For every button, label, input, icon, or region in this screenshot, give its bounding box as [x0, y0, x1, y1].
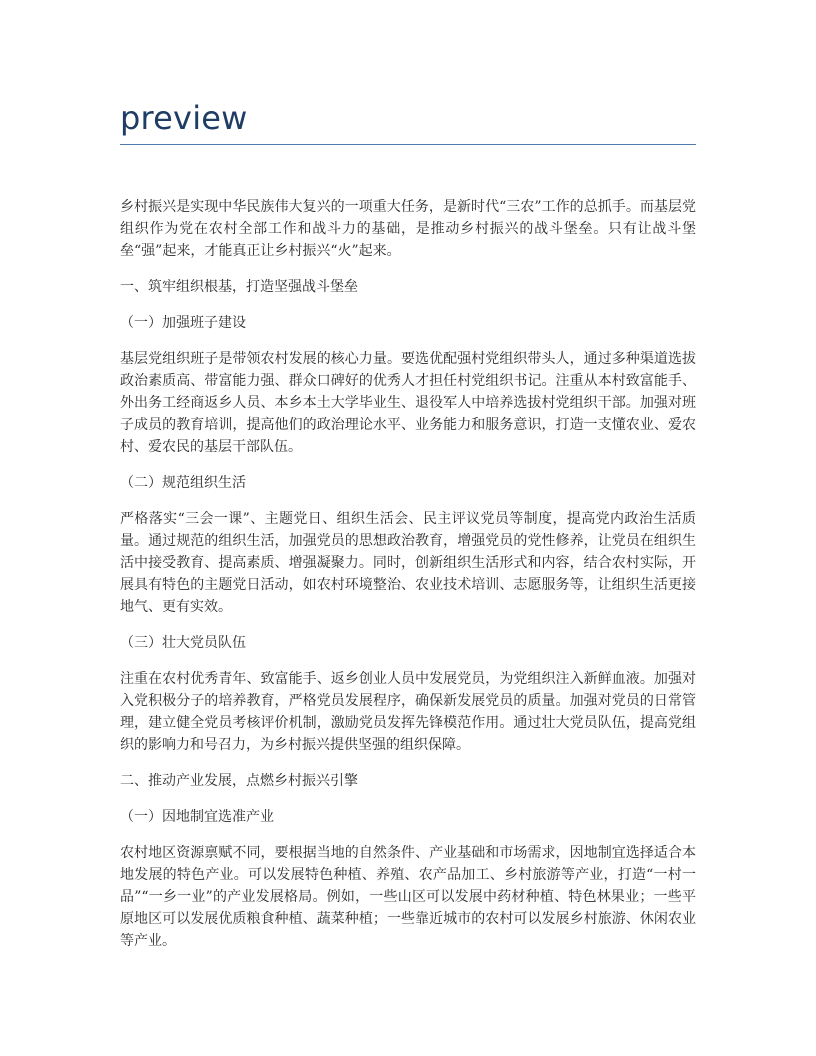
subsection-heading-1-2: （二）规范组织生活 — [120, 475, 246, 491]
paragraph-1-3: 注重在农村优秀青年、致富能手、返乡创业人员中发展党员，为党组织注入新鲜血液。加强对入党积极分子的培养教育，严格党员发展程序，确保新发展党员的质量。加强对党员的日常管理，建立健全党员考核评价机制，激励党员发挥先锋模范作用。通过壮大党员队伍，提高党组织的影响力和号召力，为乡村振兴提供坚强的组织保障。 — [120, 671, 696, 753]
paragraph-2-1: 农村地区资源禀赋不同，要根据当地的自然条件、产业基础和市场需求，因地制宜选择适合本地发展的特色产业。可以发展特色种植、养殖、农产品加工、乡村旅游等产业，打造“一村一品”“一乡一业”的产业发展格局。例如，一些山区可以发展中药材种植、特色林果业；一些平原地区可以发展优质粮食种植、蔬菜种植；一些靠近城市的农村可以发展乡村旅游、休闲农业等产业。 — [120, 845, 696, 949]
section-heading-2: 二、推动产业发展，点燃乡村振兴引擎 — [120, 773, 358, 789]
section-heading-1: 一、筑牢组织根基，打造坚强战斗堡垒 — [120, 279, 358, 295]
subsection-heading-1-1: （一）加强班子建设 — [120, 315, 246, 331]
intro-paragraph: 乡村振兴是实现中华民族伟大复兴的一项重大任务，是新时代“三农”工作的总抓手。而基层党组织作为党在农村全部工作和战斗力的基础，是推动乡村振兴的战斗堡垒。只有让战斗堡垒“强”起来，才能真正让乡村振兴“火”起来。 — [120, 199, 696, 259]
paragraph-1-2: 严格落实“三会一课”、主题党日、组织生活会、民主评议党员等制度，提高党内政治生活质量。通过规范的组织生活，加强党员的思想政治教育，增强党员的党性修养，让党员在组织生活中接受教育、提高素质、增强凝聚力。同时，创新组织生活形式和内容，结合农村实际，开展具有特色的主题党日活动，如农村环境整治、农业技术培训、志愿服务等，让组织生活更接地气、更有实效。 — [120, 511, 696, 615]
page-title: preview — [120, 99, 248, 137]
paragraph-1-1: 基层党组织班子是带领农村发展的核心力量。要选优配强村党组织带头人，通过多种渠道选拔政治素质高、带富能力强、群众口碑好的优秀人才担任村党组织书记。注重从本村致富能手、外出务工经商返乡人员、本乡本土大学毕业生、退役军人中培养选拔村党组织干部。加强对班子成员的教育培训，提高他们的政治理论水平、业务能力和服务意识，打造一支懂农业、爱农村、爱农民的基层干部队伍。 — [120, 351, 696, 455]
subsection-heading-2-1: （一）因地制宜选准产业 — [120, 809, 274, 825]
title-divider — [120, 144, 696, 145]
subsection-heading-1-3: （三）壮大党员队伍 — [120, 635, 246, 651]
document-body — [120, 196, 696, 966]
